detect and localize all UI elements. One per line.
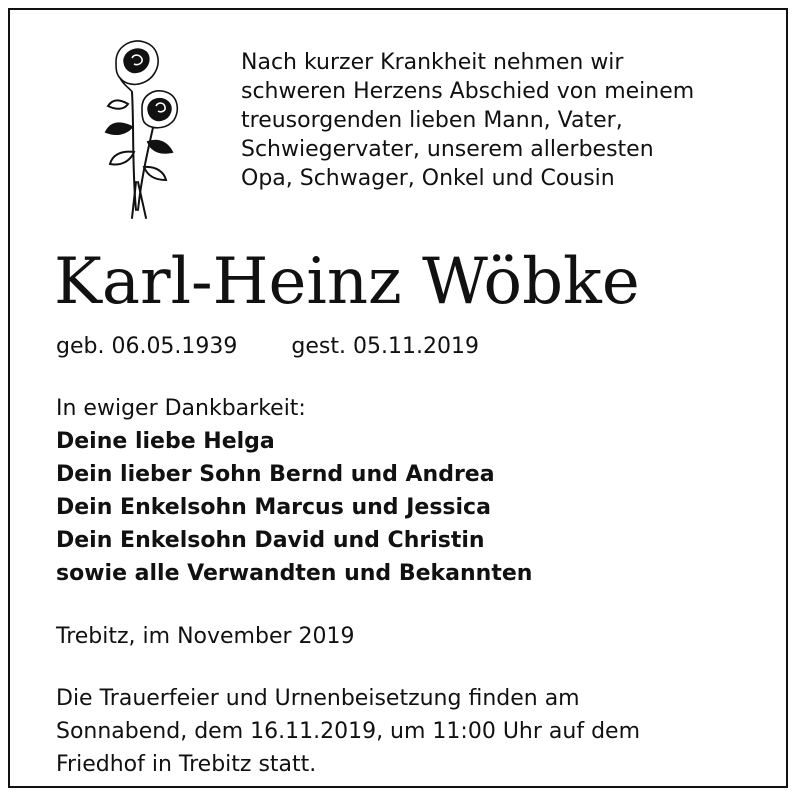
intro-line: Opa, Schwager, Onkel und Cousin <box>241 166 615 191</box>
mourner-line: Dein Enkelsohn Marcus und Jessica <box>56 495 491 520</box>
intro-line: schweren Herzens Abschied von meinem <box>241 79 695 104</box>
service-info <box>56 682 756 781</box>
service-line: Friedhof in Trebitz statt. <box>56 752 317 777</box>
intro-text <box>241 48 781 193</box>
service-line: Sonnabend, dem 16.11.2019, um 11:00 Uhr auf dem <box>56 719 640 744</box>
intro-line: Nach kurzer Krankheit nehmen wir <box>241 50 624 75</box>
birth-date: geb. 06.05.1939 <box>56 334 238 359</box>
mourner-line: sowie alle Verwandten und Bekannten <box>56 561 533 586</box>
obituary-notice <box>8 8 788 788</box>
life-dates <box>56 332 479 362</box>
place-and-date: Trebitz, im November 2019 <box>56 624 355 649</box>
mourner-line: Dein lieber Sohn Bernd und Andrea <box>56 462 495 487</box>
intro-line: treusorgenden lieben Mann, Vater, <box>241 108 623 133</box>
rose-icon <box>88 32 188 222</box>
mourners-list <box>56 392 532 590</box>
mourner-line: Dein Enkelsohn David und Christin <box>56 528 485 553</box>
service-line: Die Trauerfeier und Urnenbeisetzung finden am <box>56 686 580 711</box>
deceased-name: Karl-Heinz Wöbke <box>54 245 640 319</box>
gratitude-heading: In ewiger Dankbarkeit: <box>56 396 306 421</box>
intro-line: Schwiegervater, unserem allerbesten <box>241 137 654 162</box>
death-date: gest. 05.11.2019 <box>291 334 479 359</box>
mourner-line: Deine liebe Helga <box>56 429 275 454</box>
